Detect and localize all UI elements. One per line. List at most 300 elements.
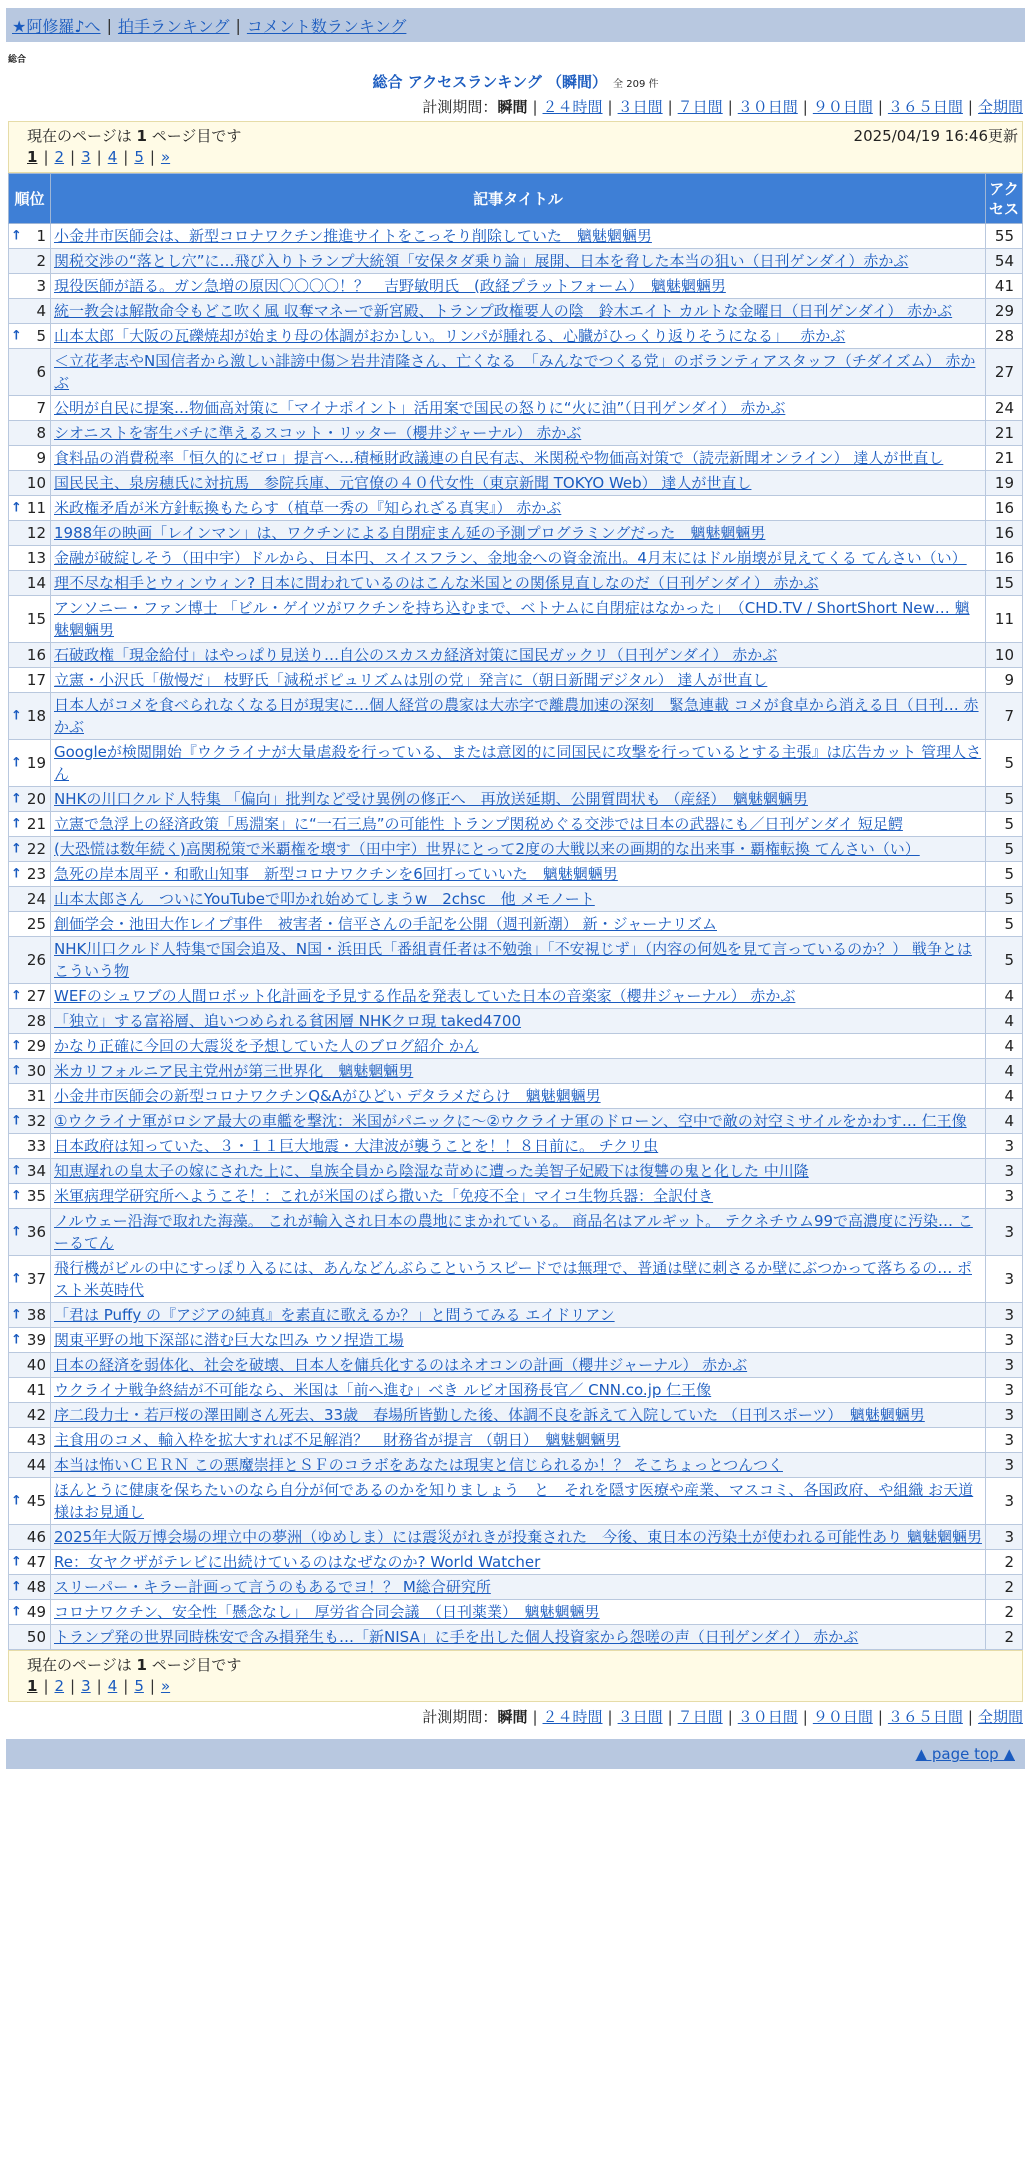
top-nav-bar <box>6 8 1025 42</box>
period-separator: | <box>727 98 733 116</box>
page-link-1[interactable]: 1 <box>27 148 38 166</box>
rank-cell <box>9 668 51 693</box>
rank-cell <box>9 1328 51 1353</box>
access-count: 5 <box>986 837 1023 862</box>
access-count: 21 <box>986 446 1023 471</box>
article-link[interactable]: (大恐慌は数年続く)高関税策で米覇権を壊す（田中宇）世界にとって2度の大戦以来の画期的な出来事・覇権転換 てんさい（い） <box>54 840 920 858</box>
rank-cell <box>9 396 51 421</box>
page-top-link[interactable]: ▲ page top ▲ <box>915 1745 1015 1763</box>
rank-up-icon: ↑ <box>11 988 22 1004</box>
article-link[interactable]: 日本の経済を弱体化、社会を破壊、日本人を傭兵化するのはネオコンの計画（櫻井ジャーナル） 赤かぶ <box>54 1356 748 1374</box>
table-row <box>9 643 1023 668</box>
table-row <box>9 1428 1023 1453</box>
article-link[interactable]: 1988年の映画「レインマン」は、ワクチンによる自閉症まん延の予測プログラミングだった 魑魅魍魎男 <box>54 524 766 542</box>
rank-number: 40 <box>26 1356 46 1374</box>
table-row <box>9 446 1023 471</box>
title-cell <box>51 693 986 740</box>
title-cell <box>51 1525 986 1550</box>
title-cell <box>51 224 986 249</box>
rank-up-icon: ↑ <box>11 1224 22 1240</box>
rank-cell <box>9 837 51 862</box>
access-count: 4 <box>986 1034 1023 1059</box>
rank-number: 19 <box>26 754 46 772</box>
nav-separator: | <box>235 15 241 35</box>
period-current: 瞬間 <box>497 1708 528 1726</box>
access-count: 3 <box>986 1428 1023 1453</box>
period-selector <box>0 96 1023 117</box>
article-link[interactable]: 関東平野の地下深部に潜む巨大な凹み ウソ捏造工場 <box>54 1331 404 1349</box>
title-cell <box>51 740 986 787</box>
article-link[interactable]: 理不尽な相手とウィンウィン? 日本に問われているのはこんな米国との関係見直しなのだ（日刊ゲンダイ） 赤かぶ <box>54 574 819 592</box>
access-count: 2 <box>986 1625 1023 1650</box>
period-link-4[interactable]: ９０日間 <box>812 1708 873 1726</box>
access-count: 9 <box>986 668 1023 693</box>
article-link[interactable]: 2025年大阪万博会場の埋立中の夢洲（ゆめしま）には震災がれきが投棄された 今後、東日本の汚染土が使われる可能性あり 魑魅魍魎男 <box>54 1528 982 1546</box>
rank-up-icon: ↑ <box>11 328 22 344</box>
article-link[interactable]: NHKの川口クルド人特集 「偏向」批判など受け異例の修正へ 再放送延期、公開質問状も （産経） 魑魅魍魎男 <box>54 790 808 808</box>
title-cell <box>51 1109 986 1134</box>
table-row <box>9 1109 1023 1134</box>
rank-number: 17 <box>26 671 46 689</box>
table-row <box>9 224 1023 249</box>
period-link-6[interactable]: 全期間 <box>977 1708 1023 1726</box>
rank-up-icon: ↑ <box>11 1113 22 1129</box>
title-cell <box>51 1403 986 1428</box>
period-separator: | <box>667 98 673 116</box>
article-link[interactable]: 日本政府は知っていた、３・１１巨大地震・大津波が襲うことを！！８日前に。 チクリ虫 <box>54 1137 659 1155</box>
rank-up-icon: ↑ <box>11 1307 22 1323</box>
rank-number: 11 <box>26 499 46 517</box>
access-count: 28 <box>986 324 1023 349</box>
article-link[interactable]: 序二段力士・若戸桜の澤田剛さん死去、33歳 春場所皆勤した後、体調不良を訴えて入院していた （日刊スポーツ） 魑魅魍魎男 <box>54 1406 925 1424</box>
article-link[interactable]: 急死の岸本周平・和歌山知事 新型コロナワクチンを6回打っていいた 魑魅魍魎男 <box>54 865 618 883</box>
rank-number: 47 <box>26 1553 46 1571</box>
rank-cell <box>9 1575 51 1600</box>
rank-number: 39 <box>26 1331 46 1349</box>
rank-number: 4 <box>36 302 46 320</box>
rank-cell <box>9 1059 51 1084</box>
rank-up-icon: ↑ <box>11 708 22 724</box>
access-count: 21 <box>986 421 1023 446</box>
rank-cell <box>9 224 51 249</box>
table-row <box>9 496 1023 521</box>
period-current: 瞬間 <box>497 98 528 116</box>
article-link[interactable]: 主食用のコメ、輸入枠を拡大すれば不足解消？ 財務省が提言 （朝日） 魑魅魍魎男 <box>54 1431 621 1449</box>
article-link[interactable]: 日本人がコメを食べられなくなる日が現実に…個人経営の農家は大赤字で離農加速の深刻 緊急連載 コメが食卓から消える日（日刊… 赤かぶ <box>54 696 979 736</box>
article-link[interactable]: 立憲で急浮上の経済政策「馬淵案」に“一石三鳥”の可能性 トランプ関税めぐる交渉では日本の武器にも／日刊ゲンダイ 短足鰐 <box>54 815 903 833</box>
rank-number: 14 <box>26 574 46 592</box>
title-cell <box>51 471 986 496</box>
page-link-3[interactable]: 3 <box>81 1677 91 1695</box>
article-link[interactable]: 創価学会・池田大作レイプ事件 被害者・信平さんの手記を公開（週刊新潮） 新・ジャーナリズム <box>54 915 717 933</box>
rank-cell <box>9 1109 51 1134</box>
rank-cell <box>9 1453 51 1478</box>
article-link[interactable]: コロナワクチン、安全性「懸念なし」 厚労省合同会議 （日刊薬業） 魑魅魍魎男 <box>54 1603 600 1621</box>
article-link[interactable]: 関税交渉の“落とし穴”に…飛び入りトランプ大統領「安保タダ乗り論」展開、日本を脅した本当の狙い（日刊ゲンダイ）赤かぶ <box>54 252 909 270</box>
title-cell <box>51 668 986 693</box>
rank-cell <box>9 1209 51 1256</box>
article-link[interactable]: 米軍病理学研究所へようこそ！：これが米国のばら撒いた「免疫不全」マイコ生物兵器：全訳付き <box>54 1187 714 1205</box>
pager-separator: | <box>149 148 155 166</box>
rank-cell <box>9 1625 51 1650</box>
title-cell <box>51 787 986 812</box>
table-row <box>9 693 1023 740</box>
rank-number: 16 <box>26 646 46 664</box>
title-cell <box>51 1084 986 1109</box>
article-link[interactable]: 金融が破綻しそう（田中宇）ドルから、日本円、スイスフラン、金地金への資金流出。4月末にはドル崩壊が見えてくる てんさい（い） <box>54 549 967 567</box>
rank-up-icon: ↑ <box>11 500 22 516</box>
pager-separator: | <box>43 1677 49 1695</box>
rank-cell <box>9 1378 51 1403</box>
article-link[interactable]: Re：女ヤクザがテレビに出続けているのはなぜなのか? World Watcher <box>54 1553 541 1571</box>
period-link-2[interactable]: ７日間 <box>677 1708 723 1726</box>
bottom-bar <box>6 1739 1025 1769</box>
page-link-2[interactable]: 2 <box>54 1677 65 1695</box>
article-link[interactable]: 本当は怖いＣＥＲＮ この悪魔崇拝とＳＦのコラボをあなたは現実と信じられるか！？ そこちょっとつんつく <box>54 1456 783 1474</box>
access-count: 16 <box>986 546 1023 571</box>
table-row <box>9 249 1023 274</box>
period-separator: | <box>532 1708 538 1726</box>
page-link-3[interactable]: 3 <box>81 148 91 166</box>
access-count: 3 <box>986 1328 1023 1353</box>
rank-up-icon: ↑ <box>11 1554 22 1570</box>
pager-separator: | <box>43 148 49 166</box>
article-link[interactable]: 小金井市医師会は、新型コロナワクチン推進サイトをこっそり削除していた 魑魅魍魎男 <box>54 227 652 245</box>
pager <box>27 146 1018 168</box>
rank-number: 34 <box>26 1162 46 1180</box>
access-count: 3 <box>986 1403 1023 1428</box>
period-separator: | <box>607 98 613 116</box>
access-count: 5 <box>986 912 1023 937</box>
table-row <box>9 1378 1023 1403</box>
article-link[interactable]: 国民民主、泉房穂氏に対抗馬 参院兵庫、元官僚の４０代女性（東京新聞 TOKYO Web） 達人が世直し <box>54 474 752 492</box>
period-selector-bottom <box>0 1706 1023 1727</box>
table-row <box>9 984 1023 1009</box>
pager-separator: | <box>123 148 129 166</box>
rank-cell <box>9 1428 51 1453</box>
access-count: 41 <box>986 274 1023 299</box>
rank-up-icon: ↑ <box>11 1332 22 1348</box>
rank-number: 30 <box>26 1062 46 1080</box>
table-row <box>9 1403 1023 1428</box>
current-page-text-bottom: 現在のページは 1 ページ目です <box>27 1655 242 1674</box>
rank-number: 50 <box>26 1628 46 1646</box>
title-cell <box>51 521 986 546</box>
article-link[interactable]: 小金井市医師会の新型コロナワクチンQ&Aがひどい デタラメだらけ 魑魅魍魎男 <box>54 1087 601 1105</box>
rank-number: 43 <box>26 1431 46 1449</box>
article-link[interactable]: ほんとうに健康を保ちたいのなら自分が何であるのかを知りましょう と それを隠す医療や産業、マスコミ、各国政府、や組織 お天道様はお見通し <box>54 1481 974 1521</box>
article-link[interactable]: NHK川口クルド人特集で国会追及、N国・浜田氏「番組責任者は不勉強」「不安視じず」（内容の何処を見て言っているのか？） 戦争とはこういう物 <box>54 940 972 980</box>
title-cell <box>51 887 986 912</box>
title-cell <box>51 571 986 596</box>
rank-up-icon: ↑ <box>11 816 22 832</box>
period-link-1[interactable]: ３日間 <box>617 98 663 116</box>
page-link-4[interactable]: 4 <box>107 148 118 166</box>
table-row <box>9 299 1023 324</box>
period-separator: | <box>877 98 883 116</box>
page-link-»[interactable]: » <box>160 1677 171 1695</box>
title-header: 記事タイトル <box>51 174 986 224</box>
table-row <box>9 1209 1023 1256</box>
pagination-info-bottom <box>8 1650 1023 1702</box>
article-link[interactable]: 米カリフォルニア民主党州が第三世界化 魑魅魍魎男 <box>54 1062 414 1080</box>
access-count: 3 <box>986 1184 1023 1209</box>
rank-cell <box>9 693 51 740</box>
pager-separator: | <box>96 1677 102 1695</box>
table-row <box>9 1328 1023 1353</box>
title-cell <box>51 643 986 668</box>
title-cell <box>51 812 986 837</box>
rank-cell <box>9 1525 51 1550</box>
access-count: 3 <box>986 1453 1023 1478</box>
period-link-5[interactable]: ３６５日間 <box>887 1708 963 1726</box>
table-row <box>9 1353 1023 1378</box>
rank-up-icon: ↑ <box>11 1063 22 1079</box>
article-link[interactable]: 公明が自民に提案…物価高対策に「マイナポイント」活用案で国民の怒りに“火に油”（日刊ゲンダイ） 赤かぶ <box>54 399 786 417</box>
rank-cell <box>9 1600 51 1625</box>
rank-number: 41 <box>26 1381 46 1399</box>
article-link[interactable]: 「君は Puffy の『アジアの純真』を素直に歌えるか？」と問うてみる エイドリアン <box>54 1306 615 1324</box>
title-cell <box>51 1009 986 1034</box>
table-row <box>9 546 1023 571</box>
rank-up-icon: ↑ <box>11 1188 22 1204</box>
rank-cell <box>9 249 51 274</box>
period-link-0[interactable]: ２４時間 <box>542 1708 603 1726</box>
table-row <box>9 1453 1023 1478</box>
period-link-6[interactable]: 全期間 <box>977 98 1023 116</box>
page-link-5[interactable]: 5 <box>134 148 144 166</box>
table-row <box>9 521 1023 546</box>
title-cell <box>51 249 986 274</box>
article-link[interactable]: ノルウェー沿海で取れた海藻。 これが輸入され日本の農地にまかれている。 商品名はアルギット。 テクネチウム99で高濃度に汚染… こーるてん <box>54 1212 973 1252</box>
article-link[interactable]: 立憲・小沢氏「傲慢だ」 枝野氏「減税ポピュリズムは別の党」発言に（朝日新聞デジタル） 達人が世直し <box>54 671 768 689</box>
page-link-»[interactable]: » <box>160 148 171 166</box>
title-cell <box>51 546 986 571</box>
page-link-1[interactable]: 1 <box>27 1677 38 1695</box>
article-link[interactable]: 石破政権「現金給付」はやっぱり見送り…自公のスカスカ経済対策に国民ガックリ（日刊ゲンダイ） 赤かぶ <box>54 646 778 664</box>
article-link[interactable]: ウクライナ戦争終結が不可能なら、米国は「前へ進む」べき ルビオ国務長官／ CNN.co.jp 仁王像 <box>54 1381 712 1399</box>
rank-cell <box>9 643 51 668</box>
article-link[interactable]: 「独立」する富裕層、追いつめられる貧困層 NHKクロ現 taked4700 <box>54 1012 522 1030</box>
title-cell <box>51 299 986 324</box>
rank-number: 13 <box>26 549 46 567</box>
rank-number: 32 <box>26 1112 46 1130</box>
table-row <box>9 887 1023 912</box>
period-link-3[interactable]: ３０日間 <box>737 98 798 116</box>
article-link[interactable]: ＜立花孝志やN国信者から激しい誹謗中傷＞岩井清隆さん、亡くなる 「みんなでつくる党」のボランティアスタッフ（チダイズム） 赤かぶ <box>54 352 976 392</box>
section-label: 総合 <box>8 55 27 65</box>
rank-up-icon: ↑ <box>11 228 22 244</box>
page-link-4[interactable]: 4 <box>107 1677 118 1695</box>
period-separator: | <box>532 98 538 116</box>
page-link-2[interactable]: 2 <box>54 148 65 166</box>
title-cell <box>51 1159 986 1184</box>
table-row <box>9 571 1023 596</box>
ranking-table <box>8 173 1023 1650</box>
rank-up-icon: ↑ <box>11 1038 22 1054</box>
access-count: 19 <box>986 471 1023 496</box>
rank-number: 25 <box>26 915 46 933</box>
article-link[interactable]: シオニストを寄生バチに準えるスコット・リッター（櫻井ジャーナル） 赤かぶ <box>54 424 582 442</box>
rank-number: 44 <box>26 1456 46 1474</box>
rank-number: 35 <box>26 1187 46 1205</box>
applause-ranking-link[interactable]: 拍手ランキング <box>117 16 230 36</box>
access-count: 3 <box>986 1256 1023 1303</box>
rank-cell <box>9 887 51 912</box>
table-row <box>9 1034 1023 1059</box>
access-count: 5 <box>986 862 1023 887</box>
table-row <box>9 1303 1023 1328</box>
title-cell <box>51 937 986 984</box>
access-count: 3 <box>986 1303 1023 1328</box>
period-link-4[interactable]: ９０日間 <box>812 98 873 116</box>
title-cell <box>51 446 986 471</box>
access-count: 2 <box>986 1600 1023 1625</box>
article-link[interactable]: WEFのシュワブの人間ロボット化計画を予見する作品を発表していた日本の音楽家（櫻井ジャーナル） 赤かぶ <box>54 987 796 1005</box>
article-link[interactable]: トランプ発の世界同時株安で含み損発生も…「新NISA」に手を出した個人投資家から怨嗟の声（日刊ゲンダイ） 赤かぶ <box>54 1628 859 1646</box>
table-row <box>9 1478 1023 1525</box>
rank-up-icon: ↑ <box>11 1493 22 1509</box>
table-row <box>9 1059 1023 1084</box>
rank-cell <box>9 1403 51 1428</box>
title-cell <box>51 837 986 862</box>
rank-number: 10 <box>26 474 46 492</box>
table-row <box>9 421 1023 446</box>
table-row <box>9 324 1023 349</box>
access-count: 54 <box>986 249 1023 274</box>
article-link[interactable]: 飛行機がビルの中にすっぽり入るには、あんなどんぶらこというスピードでは無理で、普通は壁に刺さるか壁にぶつかって落ちるの… ポスト米英時代 <box>54 1259 972 1299</box>
article-link[interactable]: 知恵遅れの皇太子の嫁にされた上に、皇族全員から陰湿な苛めに遭った美智子妃殿下は復讐の鬼と化した 中川隆 <box>54 1162 809 1180</box>
rank-number: 2 <box>36 252 46 270</box>
article-link[interactable]: アンソニー・ファン博士 「ビル・ゲイツがワクチンを持ち込むまで、ベトナムに自閉症はなかった」 （CHD.TV / ShortShort New… 魑魅魍魎男 <box>54 599 970 639</box>
table-row <box>9 1550 1023 1575</box>
title-cell <box>51 984 986 1009</box>
rank-cell <box>9 1084 51 1109</box>
table-row <box>9 668 1023 693</box>
rank-cell <box>9 274 51 299</box>
article-link[interactable]: 現役医師が語る。ガン急増の原因〇〇〇〇！？ 吉野敏明氏 (政経プラットフォーム） 魑魅魍魎男 <box>54 277 726 295</box>
title-cell <box>51 274 986 299</box>
access-count: 4 <box>986 984 1023 1009</box>
rank-number: 26 <box>26 951 46 969</box>
rank-up-icon: ↑ <box>11 1163 22 1179</box>
title-cell <box>51 396 986 421</box>
title-cell <box>51 324 986 349</box>
title-cell <box>51 1600 986 1625</box>
rank-cell <box>9 521 51 546</box>
period-link-5[interactable]: ３６５日間 <box>887 98 963 116</box>
title-cell <box>51 1303 986 1328</box>
table-row <box>9 1009 1023 1034</box>
title-cell <box>51 1328 986 1353</box>
access-count: 3 <box>986 1525 1023 1550</box>
article-link[interactable]: 統一教会は解散命令もどこ吹く風 収奪マネーで新宮殿、トランプ政権要人の陰 鈴木エイト カルトな金曜日（日刊ゲンダイ） 赤かぶ <box>54 302 953 320</box>
access-count: 3 <box>986 1134 1023 1159</box>
title-cell <box>51 349 986 396</box>
rank-up-icon: ↑ <box>11 866 22 882</box>
article-link[interactable]: 米政権矛盾が米方針転換もたらす（植草一秀の『知られざる真実』） 赤かぶ <box>54 499 562 517</box>
rank-cell <box>9 812 51 837</box>
rank-cell <box>9 571 51 596</box>
rank-cell <box>9 787 51 812</box>
table-row <box>9 862 1023 887</box>
access-count: 4 <box>986 1109 1023 1134</box>
table-row <box>9 349 1023 396</box>
article-link[interactable]: 山本太郎「大阪の瓦礫焼却が始まり母の体調がおかしい。リンパが腫れる、心臓がひっくり返りそうになる」 赤かぶ <box>54 327 846 345</box>
period-link-2[interactable]: ７日間 <box>677 98 723 116</box>
access-count: 4 <box>986 1009 1023 1034</box>
period-separator: | <box>967 98 973 116</box>
page-link-5[interactable]: 5 <box>134 1677 144 1695</box>
table-row <box>9 1625 1023 1650</box>
rank-cell <box>9 1009 51 1034</box>
title-cell <box>51 1625 986 1650</box>
article-link[interactable]: 食料品の消費税率「恒久的にゼロ」提言へ…積極財政議連の自民有志、米関税や物価高対策で（読売新聞オンライン） 達人が世直し <box>54 449 944 467</box>
article-link[interactable]: ①ウクライナ軍がロシア最大の車艦を撃沈：米国がパニックに～②ウクライナ軍のドローン、空中で敵の対空ミサイルをかわす… 仁王像 <box>54 1112 967 1130</box>
comment-ranking-link[interactable]: コメント数ランキング <box>246 16 407 36</box>
home-link[interactable]: ★阿修羅♪へ <box>12 16 101 36</box>
article-link[interactable]: Googleが検閲開始『ウクライナが大量虐殺を行っている、または意図的に同国民に攻撃を行っているとする主張』は広告カット 管理人さん <box>54 743 982 783</box>
period-separator: | <box>727 1708 733 1726</box>
period-separator: | <box>607 1708 613 1726</box>
pager-separator: | <box>96 148 102 166</box>
rank-number: 37 <box>26 1270 46 1288</box>
rank-number: 33 <box>26 1137 46 1155</box>
title-cell <box>51 1209 986 1256</box>
rank-cell <box>9 1478 51 1525</box>
rank-up-icon: ↑ <box>11 1271 22 1287</box>
rank-cell <box>9 1184 51 1209</box>
title-cell <box>51 1575 986 1600</box>
access-count: 16 <box>986 521 1023 546</box>
rank-up-icon: ↑ <box>11 755 22 771</box>
period-link-1[interactable]: ３日間 <box>617 1708 663 1726</box>
title-cell <box>51 1378 986 1403</box>
article-link[interactable]: スリーパー・キラー計画って言うのもあるでヨ！？ M総合研究所 <box>54 1578 491 1596</box>
pager-separator: | <box>70 1677 76 1695</box>
access-count: 3 <box>986 1353 1023 1378</box>
period-link-0[interactable]: ２４時間 <box>542 98 603 116</box>
table-row <box>9 1159 1023 1184</box>
rank-number: 24 <box>26 890 46 908</box>
table-row <box>9 596 1023 643</box>
table-row <box>9 274 1023 299</box>
updated-time: 2025/04/19 16:46更新 <box>853 126 1018 145</box>
title-cell <box>51 1184 986 1209</box>
article-link[interactable]: 山本太郎さん ついにYouTubeで叩かれ始めてしまうw 2chsc 他 メモノート <box>54 890 595 908</box>
title-cell <box>51 596 986 643</box>
access-count: 4 <box>986 1059 1023 1084</box>
pager-separator: | <box>70 148 76 166</box>
table-row <box>9 1134 1023 1159</box>
access-count: 5 <box>986 740 1023 787</box>
table-row <box>9 1575 1023 1600</box>
period-link-3[interactable]: ３０日間 <box>737 1708 798 1726</box>
access-count: 2 <box>986 1550 1023 1575</box>
period-label: 計測期間： <box>422 98 498 116</box>
access-count: 15 <box>986 571 1023 596</box>
access-count: 5 <box>986 887 1023 912</box>
article-link[interactable]: かなり正確に今回の大震災を予想していた人のブログ紹介 かん <box>54 1037 479 1055</box>
access-count: 29 <box>986 299 1023 324</box>
rank-cell <box>9 496 51 521</box>
rank-number: 12 <box>26 524 46 542</box>
rank-cell <box>9 349 51 396</box>
title-cell <box>51 912 986 937</box>
access-count: 24 <box>986 396 1023 421</box>
rank-cell <box>9 446 51 471</box>
table-row <box>9 837 1023 862</box>
